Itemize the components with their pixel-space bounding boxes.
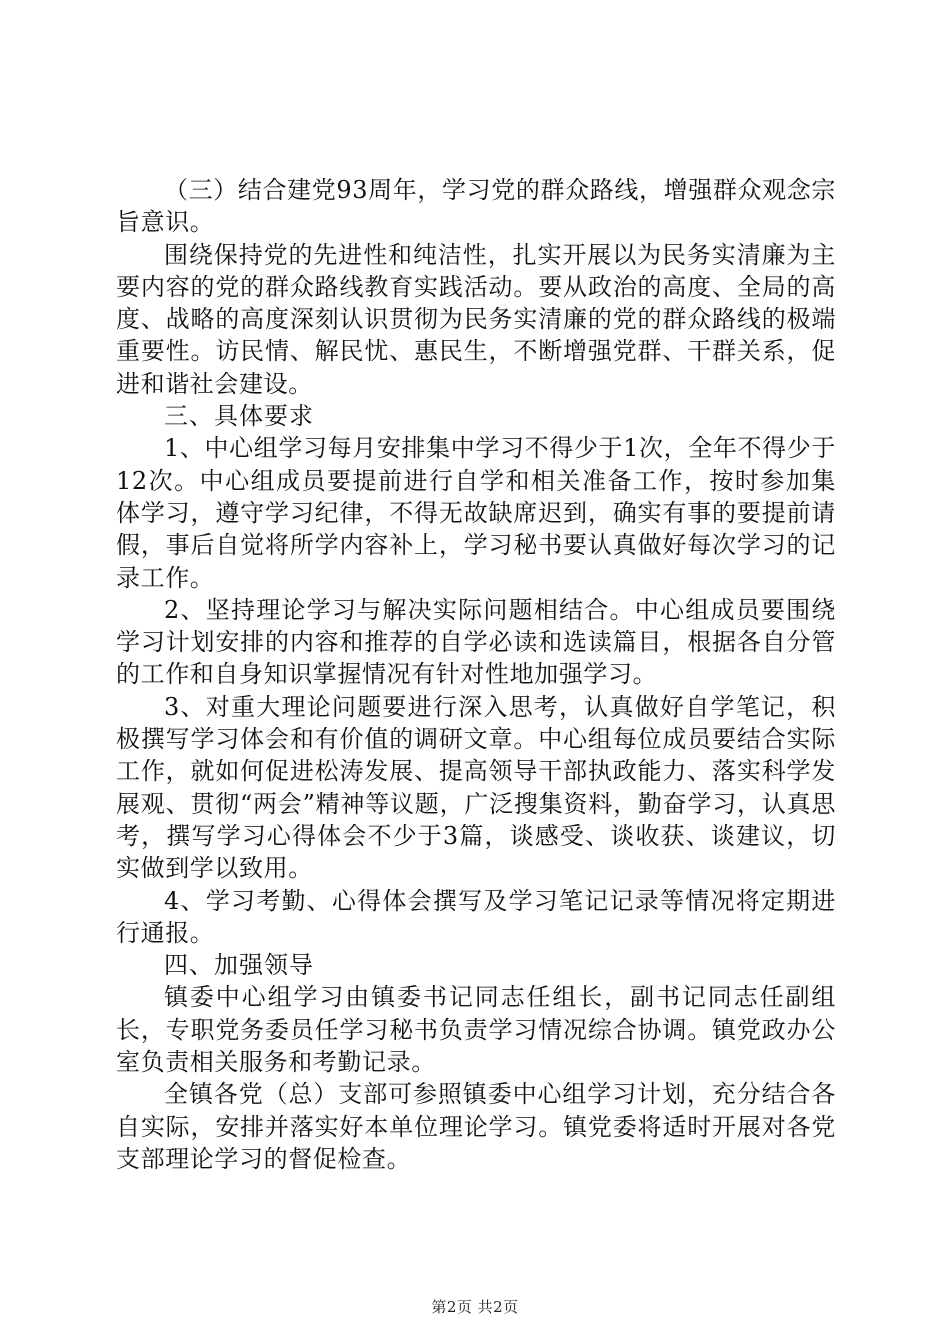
paragraph-requirement-2: 2、坚持理论学习与解决实际问题相结合。中心组成员要围绕学习计划安排的内容和推荐的自学必读和选读篇目，根据各自分管的工作和自身知识掌握情况有针对性地加强学习。 [116,595,836,689]
paragraph-branch-study: 全镇各党（总）支部可参照镇委中心组学习计划，充分结合各自实际，安排并落实好本单位理论学习。镇党委将适时开展对各党支部理论学习的督促检查。 [116,1080,836,1173]
paragraph-requirement-4: 4、学习考勤、心得体会撰写及学习笔记记录等情况将定期进行通报。 [116,886,836,947]
paragraph-requirement-3: 3、对重大理论问题要进行深入思考，认真做好自学笔记，积极撰写学习体会和有价值的调研文章。中心组每位成员要结合实际工作，就如何促进松涛发展、提高领导干部执政能力、落实科学发展观、贯彻“两会”精神等议题，广泛搜集资料，勤奋学习，认真思考，撰写学习心得体会不少于3篇，谈感受、谈收获、谈建议，切实做到学以致用。 [116,692,836,883]
paragraph-section-3-point-3: （三）结合建党93周年，学习党的群众路线，增强群众观念宗旨意识。 [116,176,836,237]
document-body [116,174,836,1175]
page-number-footer: 第2页 共2页 [431,1298,519,1316]
heading-specific-requirements: 三、具体要求 [164,402,314,431]
paragraph-requirement-1: 1、中心组学习每月安排集中学习不得少于1次，全年不得少于12次。中心组成员要提前进行自学和相关准备工作，按时参加集体学习，遵守学习纪律，不得无故缺席迟到，确实有事的要提前请假，事后自觉将所学内容补上，学习秘书要认真做好每次学习的记录工作。 [116,434,836,592]
paragraph-leadership-group: 镇委中心组学习由镇委书记同志任组长，副书记同志任副组长，专职党务委员任学习秘书负责学习情况综合协调。镇党政办公室负责相关服务和考勤记录。 [116,983,836,1077]
heading-strengthen-leadership: 四、加强领导 [164,951,314,980]
paragraph-mass-line-education: 围绕保持党的先进性和纯洁性，扎实开展以为民务实清廉为主要内容的党的群众路线教育实践活动。要从政治的高度、全局的高度、战略的高度深刻认识贯彻为民务实清廉的党的群众路线的极端重要性。访民情、解民忧、惠民生，不断增强党群、干群关系，促进和谐社会建设。 [116,240,836,398]
